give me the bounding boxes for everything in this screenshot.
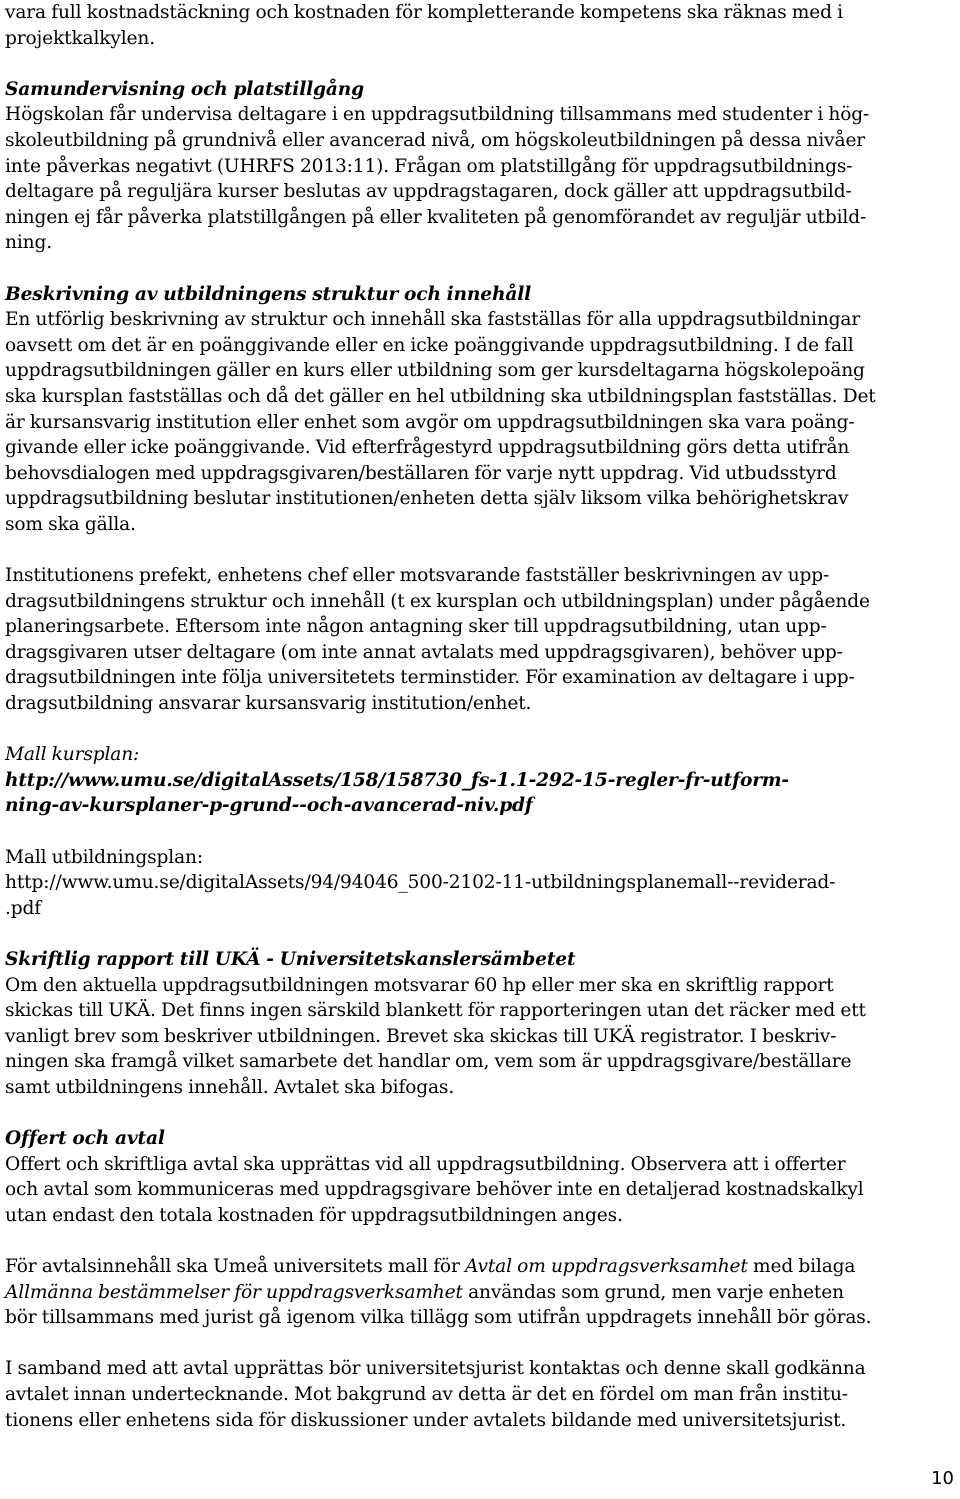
text-run: med bilaga: [747, 1256, 856, 1278]
prefekt-paragraph: [5, 563, 957, 717]
text-line: ningen ska framgå vilket samarbete det handlar om, vem som är uppdragsgivare/beställare: [5, 1051, 852, 1073]
text-line: givande eller icke poänggivande. Vid efterfrågestyrd uppdragsutbildning görs detta utifrån: [5, 437, 850, 459]
text-line: tionens eller enhetens sida för diskussioner under avtalets bildande med universitetsjurist.: [5, 1409, 847, 1431]
document-page: [5, 0, 957, 1433]
avtalsinnehall-paragraph: [5, 1254, 957, 1331]
text-line: oavsett om det är en poänggivande eller en icke poänggivande uppdragsutbildning. I de fall: [5, 334, 854, 356]
text-line: Högskolan får undervisa deltagare i en uppdragsutbildning tillsammans med studenter i hög-: [5, 104, 870, 126]
text-line: dragsutbildningens struktur och innehåll (t ex kursplan och utbildningsplan) under pågående: [5, 590, 870, 612]
text-line: Institutionens prefekt, enhetens chef eller motsvarande fastställer beskrivningen av upp-: [5, 565, 830, 587]
text-line: uppdragsutbildningen gäller en kurs eller utbildning som ger kursdeltagarna högskolepoäng: [5, 360, 865, 382]
text-line: En utförlig beskrivning av struktur och innehåll ska fastställas för alla uppdragsutbildningar: [5, 309, 861, 331]
text-line: [5, 1280, 957, 1306]
utbildningsplan-link[interactable]: .pdf: [5, 897, 41, 919]
section-heading: Samundervisning och platstillgång: [5, 78, 365, 100]
mall-utbildningsplan-label: Mall utbildningsplan:: [5, 846, 203, 868]
jurist-paragraph: [5, 1356, 957, 1433]
text-line: ning.: [5, 232, 52, 254]
samundervisning-section: [5, 77, 957, 256]
text-line: projektkalkylen.: [5, 27, 155, 49]
text-line: behovsdialogen med uppdragsgivaren/beställaren för varje nytt uppdrag. Vid utbudsstyrd: [5, 462, 837, 484]
text-line: ningen ej får påverka platstillgången på eller kvaliteten på genomförandet av reguljär utbild-: [5, 206, 867, 228]
section-heading: Skriftlig rapport till UKÄ - Universitetskanslersämbetet: [5, 948, 576, 970]
text-line: deltagare på reguljära kurser beslutas av uppdragstagaren, dock gäller att uppdragsutbild-: [5, 181, 852, 203]
utbildningsplan-link[interactable]: http://www.umu.se/digitalAssets/94/94046_500-2102-11-utbildningsplanemall--reviderad-: [5, 872, 836, 894]
text-line: uppdragsutbildning beslutar institutionen/enheten detta själv liksom vilka behörighetskrav: [5, 488, 849, 510]
text-line: är kursansvarig institution eller enhet som avgör om uppdragsutbildningen ska vara poäng-: [5, 411, 855, 433]
text-line: I samband med att avtal upprättas bör universitetsjurist kontaktas och denne skall godkänna: [5, 1358, 866, 1380]
text-line: skoleutbildning på grundnivå eller avancerad nivå, om högskoleutbildningen på dessa nivåer: [5, 129, 866, 151]
text-line: inte påverkas negativt (UHRFS 2013:11). Frågan om platstillgång för uppdragsutbildnings-: [5, 155, 853, 177]
kursplan-link[interactable]: http://www.umu.se/digitalAssets/158/158730_fs-1.1-292-15-regler-fr-utform-: [5, 769, 789, 791]
text-line: avtalet innan undertecknande. Mot bakgrund av detta är det en fördel om man från institu-: [5, 1384, 848, 1406]
section-heading: Beskrivning av utbildningens struktur och innehåll: [5, 283, 532, 305]
text-line: dragsgivaren utser deltagare (om inte annat avtalats med uppdragsgivaren), behöver upp-: [5, 641, 843, 663]
mall-utbildningsplan-block: [5, 845, 957, 922]
beskrivning-section: [5, 282, 957, 538]
mall-kursplan-label: Mall kursplan:: [5, 744, 140, 766]
text-line: dragsutbildning ansvarar kursansvarig institution/enhet.: [5, 693, 532, 715]
bestammelser-title: Allmänna bestämmelser för uppdragsverksamhet: [5, 1281, 463, 1303]
avtal-title: Avtal om uppdragsverksamhet: [464, 1256, 748, 1278]
rapport-section: [5, 947, 957, 1101]
offert-section: [5, 1126, 957, 1228]
text-line: som ska gälla.: [5, 513, 136, 535]
section-heading: Offert och avtal: [5, 1128, 165, 1150]
text-line: ska kursplan fastställas och då det gäller en hel utbildning ska utbildningsplan fastställas. Det: [5, 385, 876, 407]
text-line: [5, 1254, 957, 1280]
text-line: dragsutbildningen inte följa universitetets terminstider. För examination av deltagare i upp-: [5, 667, 855, 689]
text-line: Offert och skriftliga avtal ska upprättas vid all uppdragsutbildning. Observera att i offerter: [5, 1153, 846, 1175]
text-line: Om den aktuella uppdragsutbildningen motsvarar 60 hp eller mer ska en skriftlig rapport: [5, 974, 834, 996]
intro-paragraph: [5, 0, 957, 51]
text-run: användas som grund, men varje enheten: [462, 1281, 844, 1303]
kursplan-link[interactable]: ning-av-kursplaner-p-grund--och-avancerad-niv.pdf: [5, 795, 533, 817]
text-line: planeringsarbete. Eftersom inte någon antagning sker till uppdragsutbildning, utan upp-: [5, 616, 827, 638]
text-line: utan endast den totala kostnaden för uppdragsutbildningen anges.: [5, 1204, 623, 1226]
mall-kursplan-block: [5, 742, 957, 819]
text-line: samt utbildningens innehåll. Avtalet ska bifogas.: [5, 1076, 455, 1098]
text-line: skickas till UKÄ. Det finns ingen särskild blankett för rapporteringen utan det räcker med ett: [5, 1000, 866, 1022]
page-number: 10: [931, 1468, 954, 1489]
text-line: vanligt brev som beskriver utbildningen. Brevet ska skickas till UKÄ registrator. I beskriv-: [5, 1025, 837, 1047]
text-line: bör tillsammans med jurist gå igenom vilka tillägg som utifrån uppdragets innehåll bör göras.: [5, 1307, 872, 1329]
text-line: vara full kostnadstäckning och kostnaden för kompletterande kompetens ska räknas med i: [5, 2, 843, 23]
text-line: och avtal som kommuniceras med uppdragsgivare behöver inte en detaljerad kostnadskalkyl: [5, 1179, 864, 1201]
text-run: För avtalsinnehåll ska Umeå universitets mall för: [5, 1256, 465, 1278]
